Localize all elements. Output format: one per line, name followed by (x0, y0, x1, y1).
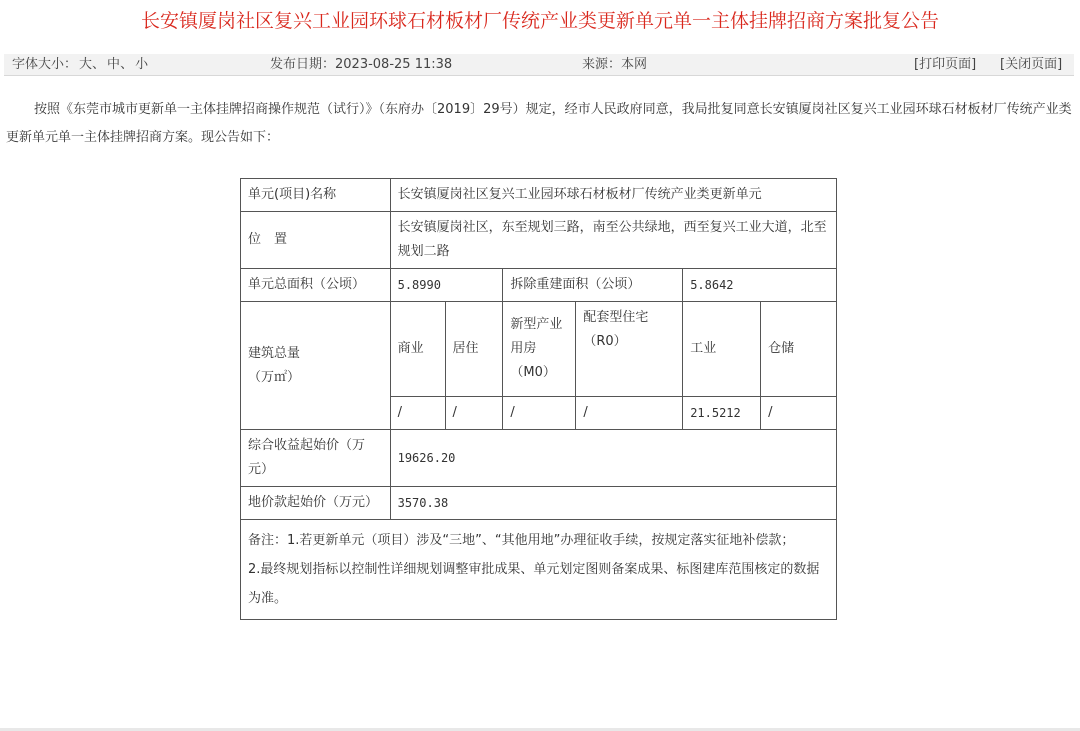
unit-name-value: 长安镇厦岗社区复兴工业园环球石材板材厂传统产业类更新单元 (390, 179, 836, 212)
building-value-industrial: 21.5212 (683, 397, 761, 430)
rebuild-area-value: 5.8642 (683, 269, 837, 302)
table-row (241, 430, 837, 487)
source-value: 本网 (621, 57, 648, 72)
note-line-1: 备注：1.若更新单元（项目）涉及“三地”、“其他用地”办理征收手续，按规定落实征地补偿款； (248, 533, 795, 548)
font-size-medium-link[interactable]: 中 (107, 57, 121, 72)
separator: 、 (92, 57, 106, 72)
font-size-large-link[interactable]: 大 (79, 57, 93, 72)
building-header-warehouse: 仓储 (761, 302, 837, 397)
article-info-bar (4, 54, 1074, 76)
building-value-supporting-housing: / (576, 397, 683, 430)
info-table (240, 178, 837, 620)
table-row (241, 520, 837, 620)
close-page-link[interactable]: [关闭页面] (1000, 57, 1063, 72)
table-row (241, 269, 837, 302)
income-start-price-label: 综合收益起始价（万元） (241, 430, 391, 487)
publish-date-label: 发布日期： (270, 57, 336, 72)
font-size-label: 字体大小： (12, 57, 78, 72)
income-start-price-value: 19626.20 (390, 430, 836, 487)
separator: 、 (120, 57, 134, 72)
font-size-small-link[interactable]: 小 (135, 57, 149, 72)
notes-cell (241, 520, 837, 620)
building-value-commercial: / (390, 397, 445, 430)
font-size-control (12, 54, 148, 75)
table-row (241, 212, 837, 269)
intro-paragraph: 按照《东莞市城市更新单一主体挂牌招商操作规范（试行）》（东府办〔2019〕29号）规定，经市人民政府同意，我局批复同意长安镇厦岗社区复兴工业园环球石材板材厂传统产业类更新单元单一主体挂牌招商方案。现公告如下： (6, 102, 1072, 145)
publish-date-value: 2023-08-25 11:38 (335, 57, 453, 72)
table-row (241, 487, 837, 520)
total-area-label: 单元总面积（公顷） (241, 269, 391, 302)
building-value-warehouse: / (761, 397, 837, 430)
building-header-industrial: 工业 (683, 302, 761, 397)
total-area-value: 5.8990 (390, 269, 503, 302)
table-row (241, 302, 837, 397)
land-price-start-label: 地价款起始价（万元） (241, 487, 391, 520)
location-value: 长安镇厦岗社区，东至规划三路，南至公共绿地，西至复兴工业大道，北至规划二路 (390, 212, 836, 269)
source (582, 54, 647, 75)
publish-date (270, 54, 452, 75)
print-page-link[interactable]: [打印页面] (914, 57, 977, 72)
location-label: 位 置 (241, 212, 391, 269)
building-header-new-industry: 新型产业用房（M0） (503, 302, 576, 397)
building-total-label (241, 302, 391, 430)
table-row (241, 179, 837, 212)
building-header-residential: 居住 (445, 302, 503, 397)
building-value-new-industry: / (503, 397, 576, 430)
note-line-2: 2.最终规划指标以控制性详细规划调整审批成果、单元划定图则备案成果、标图建库范围核定的数据为准。 (248, 562, 820, 606)
building-label-text: 建筑总量 (248, 345, 301, 361)
building-header-supporting-housing: 配套型住宅（R0） (576, 302, 683, 397)
building-value-residential: / (445, 397, 503, 430)
unit-name-label: 单元(项目)名称 (241, 179, 391, 212)
source-label: 来源： (582, 57, 622, 72)
land-price-start-value: 3570.38 (390, 487, 836, 520)
building-unit-text: （万㎡） (248, 369, 301, 385)
article-title: 长安镇厦岗社区复兴工业园环球石材板材厂传统产业类更新单元单一主体挂牌招商方案批复公告 (140, 10, 939, 32)
rebuild-area-label: 拆除重建面积（公顷） (503, 269, 683, 302)
building-header-commercial: 商业 (390, 302, 445, 397)
